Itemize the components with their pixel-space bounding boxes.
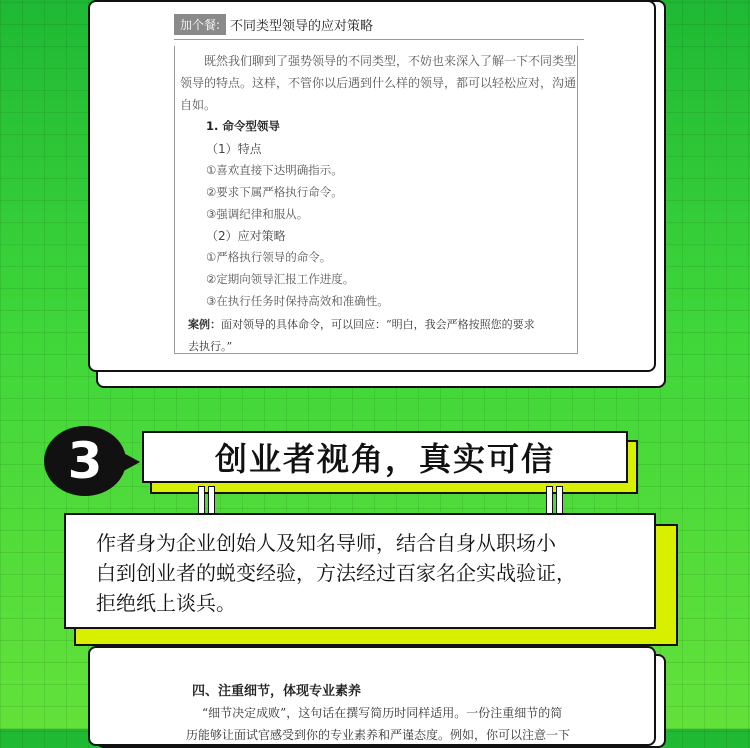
excerpt-heading: 四、注重细节，体现专业素养 bbox=[192, 684, 362, 699]
excerpt-line: “细节决定成败”，这句话在撰写简历时同样适用。一份注重细节的简 bbox=[202, 706, 563, 720]
section-header bbox=[174, 12, 578, 36]
section-number-badge: 3 bbox=[44, 426, 126, 496]
banner-connector bbox=[556, 486, 563, 514]
trait-item: ①喜欢直接下达明确指示。 bbox=[206, 163, 343, 177]
section-banner-title: 创业者视角，真实可信 bbox=[142, 431, 628, 483]
strategy-item: ③在执行任务时保持高效和准确性。 bbox=[206, 294, 389, 308]
intro-line: 自如。 bbox=[180, 98, 217, 112]
intro-paragraph bbox=[180, 50, 576, 116]
leader-type-heading: 1. 命令型领导 bbox=[206, 119, 280, 133]
case-line: 去执行。” bbox=[188, 340, 233, 353]
intro-line: 既然我们聊到了强势领导的不同类型，不妨也来深入了解一下不同类型 bbox=[204, 54, 577, 68]
strategy-item: ②定期向领导汇报工作进度。 bbox=[206, 272, 355, 286]
section-tag: 加个餐: bbox=[174, 14, 226, 35]
bottom-card bbox=[88, 646, 656, 746]
case-line bbox=[188, 314, 580, 336]
traits-subheading: （1）特点 bbox=[206, 142, 262, 156]
paragraph-line: 拒绝纸上谈兵。 bbox=[96, 591, 236, 615]
trait-item: ②要求下属严格执行命令。 bbox=[206, 185, 343, 199]
strategy-subheading: （2）应对策略 bbox=[206, 229, 286, 243]
description-paragraph bbox=[64, 513, 656, 629]
paragraph-line: 作者身为企业创始人及知名导师，结合自身从职场小 bbox=[96, 531, 556, 555]
banner-connector bbox=[198, 486, 205, 514]
book-excerpt bbox=[174, 12, 578, 354]
intro-line: 领导的特点。这样，不管你以后遇到什么样的领导，都可以轻松应对，沟通 bbox=[180, 76, 577, 90]
paragraph-line: 白到创业者的蜕变经验，方法经过百家名企实战验证， bbox=[96, 561, 576, 585]
case-label: 案例： bbox=[188, 318, 221, 331]
section-rule bbox=[174, 39, 584, 40]
case-text: 面对领导的具体命令，可以回应：“明白，我会严格按照您的要求 bbox=[221, 318, 535, 331]
case-example bbox=[188, 314, 580, 358]
excerpt-line: 历能够让面试官感受到你的专业素养和严谨态度。例如，你可以注意一下 bbox=[186, 728, 571, 742]
section-title: 不同类型领导的应对策略 bbox=[230, 18, 374, 34]
banner-connector bbox=[208, 486, 215, 514]
banner-connector bbox=[546, 486, 553, 514]
trait-item: ③强调纪律和服从。 bbox=[206, 207, 309, 221]
top-card bbox=[88, 0, 656, 372]
strategy-item: ①严格执行领导的命令。 bbox=[206, 250, 332, 264]
